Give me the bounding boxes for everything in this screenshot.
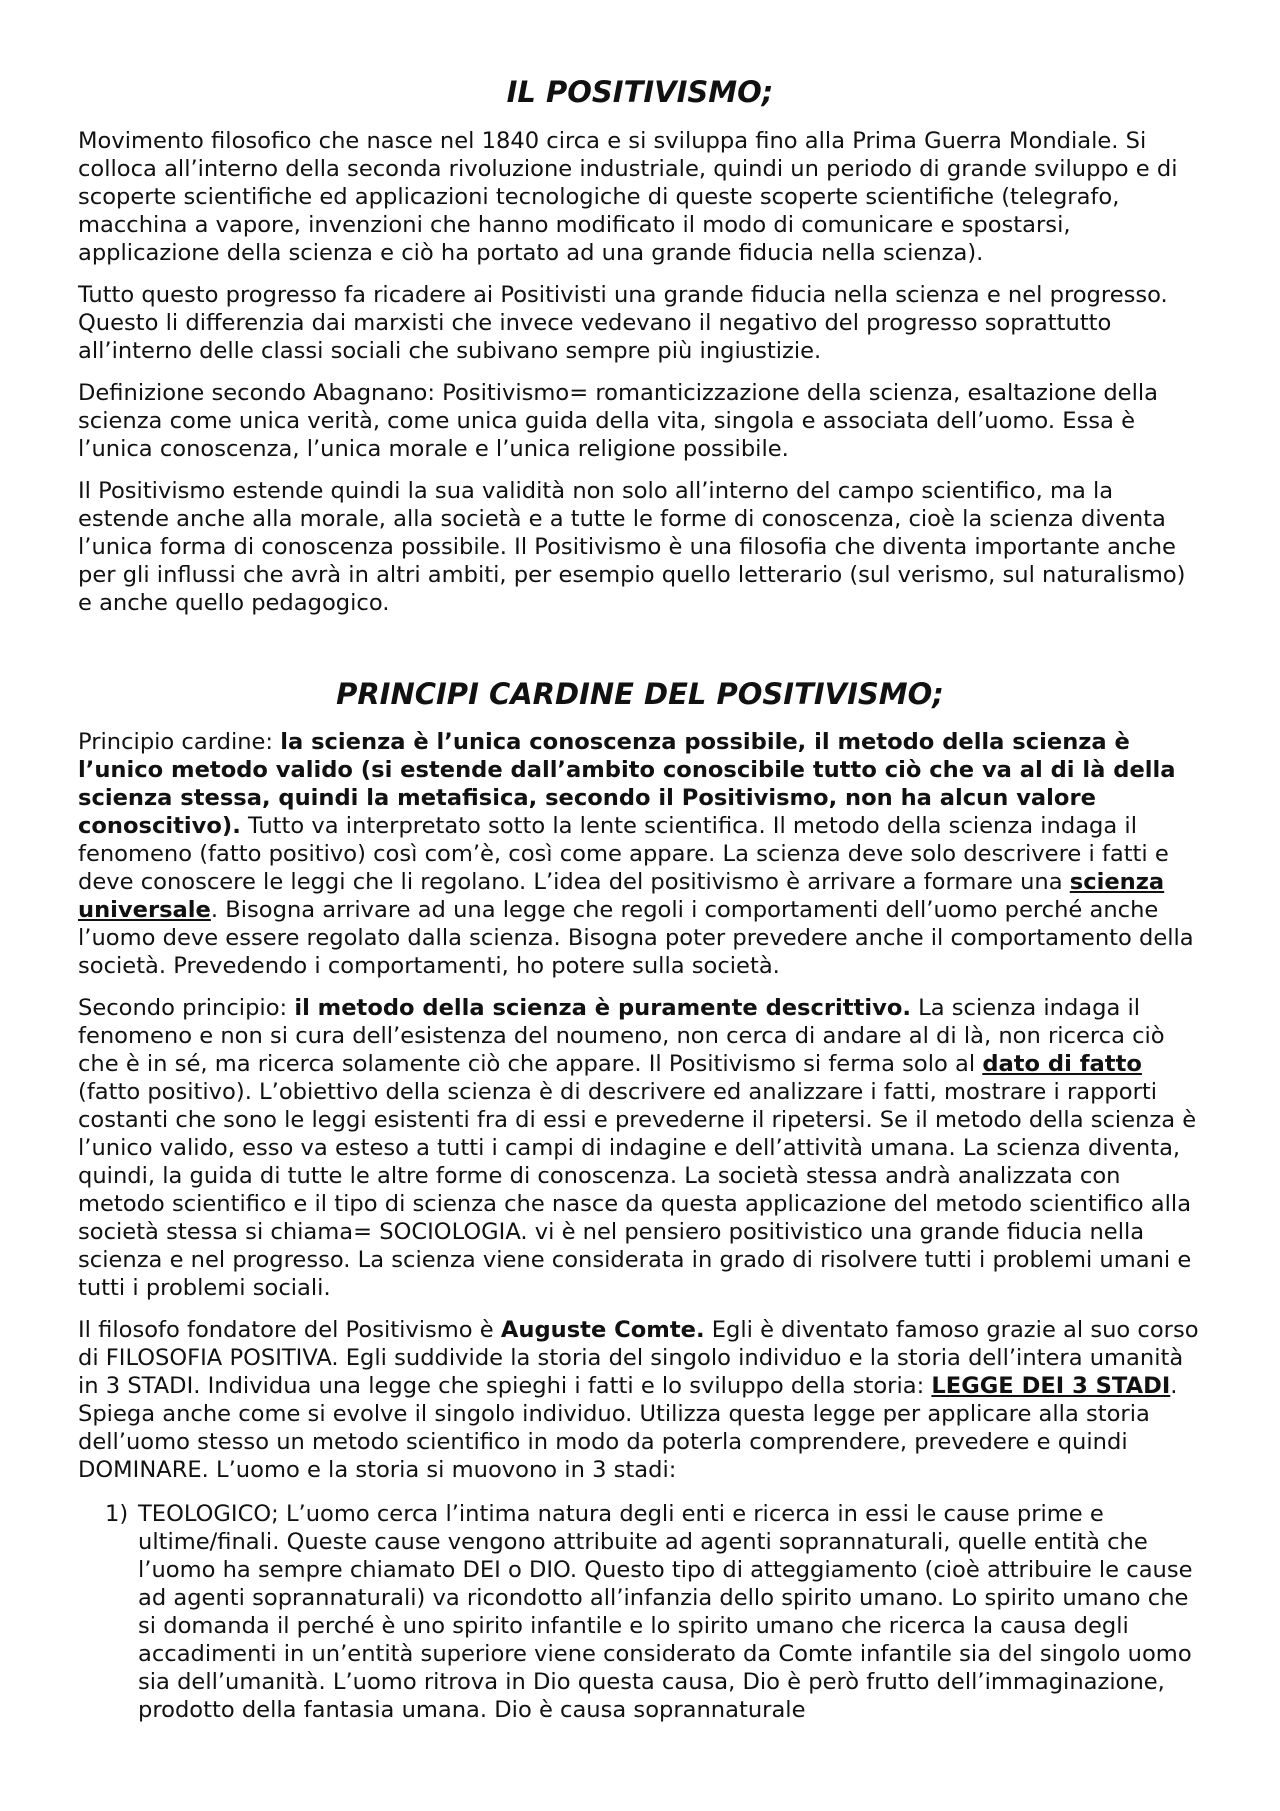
paragraph-first-principle [78, 728, 1202, 980]
paragraph-progress: Tutto questo progresso fa ricadere ai Positivisti una grande fiducia nella scienza e nel progresso. Questo li differenzia dai marxisti che invece vedevano il negativo del progresso soprattutto all’interno delle classi sociali che subivano sempre più ingiustizie. [78, 282, 1168, 364]
bold-text: il metodo della scienza è puramente descrittivo. [294, 995, 911, 1021]
text-run: Il filosofo fondatore del Positivismo è [78, 1317, 501, 1343]
paragraph-definition: Definizione secondo Abagnano: Positivismo= romanticizzazione della scienza, esaltazione della scienza come unica verità, come unica guida della vita, singola e associata dell’uomo. Essa è l’unica conoscenza, l’unica morale e l’unica religione possibile. [78, 380, 1158, 462]
text-run: Tutto va interpretato sotto la lente scientifica. Il metodo della scienza indaga il fenomeno (fatto positivo) così com’è, così come appare. La scienza deve solo descrivere i fatti e deve conoscere le leggi che li regolano. L’idea del positivismo è arrivare a formare una [78, 813, 1169, 895]
text-run: La scienza indaga il fenomeno e non si cura dell’esistenza del noumeno, non cerca di andare al di là, non ricerca ciò che è in sé, ma ricerca solamente ciò che appare. Il Positivismo si ferma solo al [78, 995, 1165, 1077]
paragraph-second-principle [78, 994, 1202, 1302]
section-title-principles: PRINCIPI CARDINE DEL POSITIVISMO; [336, 677, 944, 711]
text-run: Principio cardine: [78, 729, 281, 755]
list-item [78, 1500, 1202, 1724]
text-run: Egli è diventato famoso grazie al suo corso di FILOSOFIA POSITIVA. Egli suddivide la storia del singolo individuo e la storia dell’intera umanità in 3 STADI. Individua una legge che spieghi i fatti e lo sviluppo della storia: [78, 1317, 1199, 1399]
text-run: (fatto positivo). L’obiettivo della scienza è di descrivere ed analizzare i fatti, mostrare i rapporti costanti che sono le leggi esistenti fra di essi e prevederne il ripetersi. Se il metodo della scienza è l’unico valido, esso va esteso a tutti i campi di indagine e dell’attività umana. La scienza diventa, quindi, la guida di tutte le altre forme di conoscenza. La società stessa andrà analizzata con metodo scientifico e il tipo di scienza che nasce da questa applicazione del metodo scientifico alla società stessa si chiama= SOCIOLOGIA. vi è nel pensiero positivistico una grande fiducia nella scienza e nel progresso. La scienza viene considerata in grado di risolvere tutti i problemi umani e tutti i problemi sociali. [78, 1079, 1197, 1301]
bold-text: la scienza è l’unica conoscenza possibile, il metodo della scienza è l’unico metodo valido (si estende dall’ambito conoscibile tutto ciò che va al di là della scienza stessa, quindi la metafisica, secondo il Positivismo, non ha alcun valore conoscitivo). [78, 729, 1176, 839]
paragraph-intro: Movimento filosofico che nasce nel 1840 circa e si sviluppa fino alla Prima Guerra Mondiale. Si colloca all’interno della seconda rivoluzione industriale, quindi un periodo di grande sviluppo e di scoperte scientifiche ed applicazioni tecnologiche di queste scoperte scientifiche (telegrafo, macchina a vapore, invenzioni che hanno modificato il modo di comunicare e spostarsi, applicazione della scienza e ciò ha portato ad una grande fiducia nella scienza). [78, 128, 1178, 266]
text-run: Secondo principio: [78, 995, 295, 1021]
underlined-bold-text: scienza universale [78, 869, 1165, 923]
text-run: . Bisogna arrivare ad una legge che regoli i comportamenti dell’uomo perché anche l’uomo deve essere regolato dalla scienza. Bisogna poter prevedere anche il comportamento della società. Prevedendo i comportamenti, ho potere sulla società. [78, 897, 1194, 979]
paragraph-comte [78, 1316, 1202, 1484]
list-item-number: 1) [105, 1501, 129, 1527]
bold-text: Auguste Comte. [500, 1317, 705, 1343]
page-title: IL POSITIVISMO; [506, 75, 774, 109]
paragraph-validity: Il Positivismo estende quindi la sua validità non solo all’interno del campo scientifico, ma la estende anche alla morale, alla società e a tutte le forme di conoscenza, cioè la scienza diventa l’unica forma di conoscenza possibile. Il Positivismo è una filosofia che diventa importante anche per gli influssi che avrà in altri ambiti, per esempio quello letterario (sul verismo, sul naturalismo) e anche quello pedagogico. [78, 478, 1186, 616]
underlined-bold-text: LEGGE DEI 3 STADI [931, 1373, 1171, 1399]
underlined-bold-text: dato di fatto [982, 1051, 1142, 1077]
text-run: . Spiega anche come si evolve il singolo individuo. Utilizza questa legge per applicare alla storia dell’uomo stesso un metodo scientifico in modo da poterla comprendere, prevedere e quindi DOMINARE. L’uomo e la storia si muovono in 3 stadi: [78, 1373, 1178, 1483]
list-item-text: TEOLOGICO; L’uomo cerca l’intima natura degli enti e ricerca in essi le cause prime e ultime/finali. Queste cause vengono attribuite ad agenti soprannaturali, quelle entità che l’uomo ha sempre chiamato DEI o DIO. Questo tipo di atteggiamento (cioè attribuire le cause ad agenti soprannaturali) va ricondotto all’infanzia dello spirito umano. Lo spirito umano che si domanda il perché è uno spirito infantile e lo spirito umano che ricerca la causa degli accadimenti in un’entità superiore viene considerato da Comte infantile sia del singolo uomo sia dell’umanità. L’uomo ritrova in Dio questa causa, Dio è però frutto dell’immaginazione, prodotto della fantasia umana. Dio è causa soprannaturale [138, 1501, 1193, 1723]
stages-list [78, 1500, 1202, 1724]
